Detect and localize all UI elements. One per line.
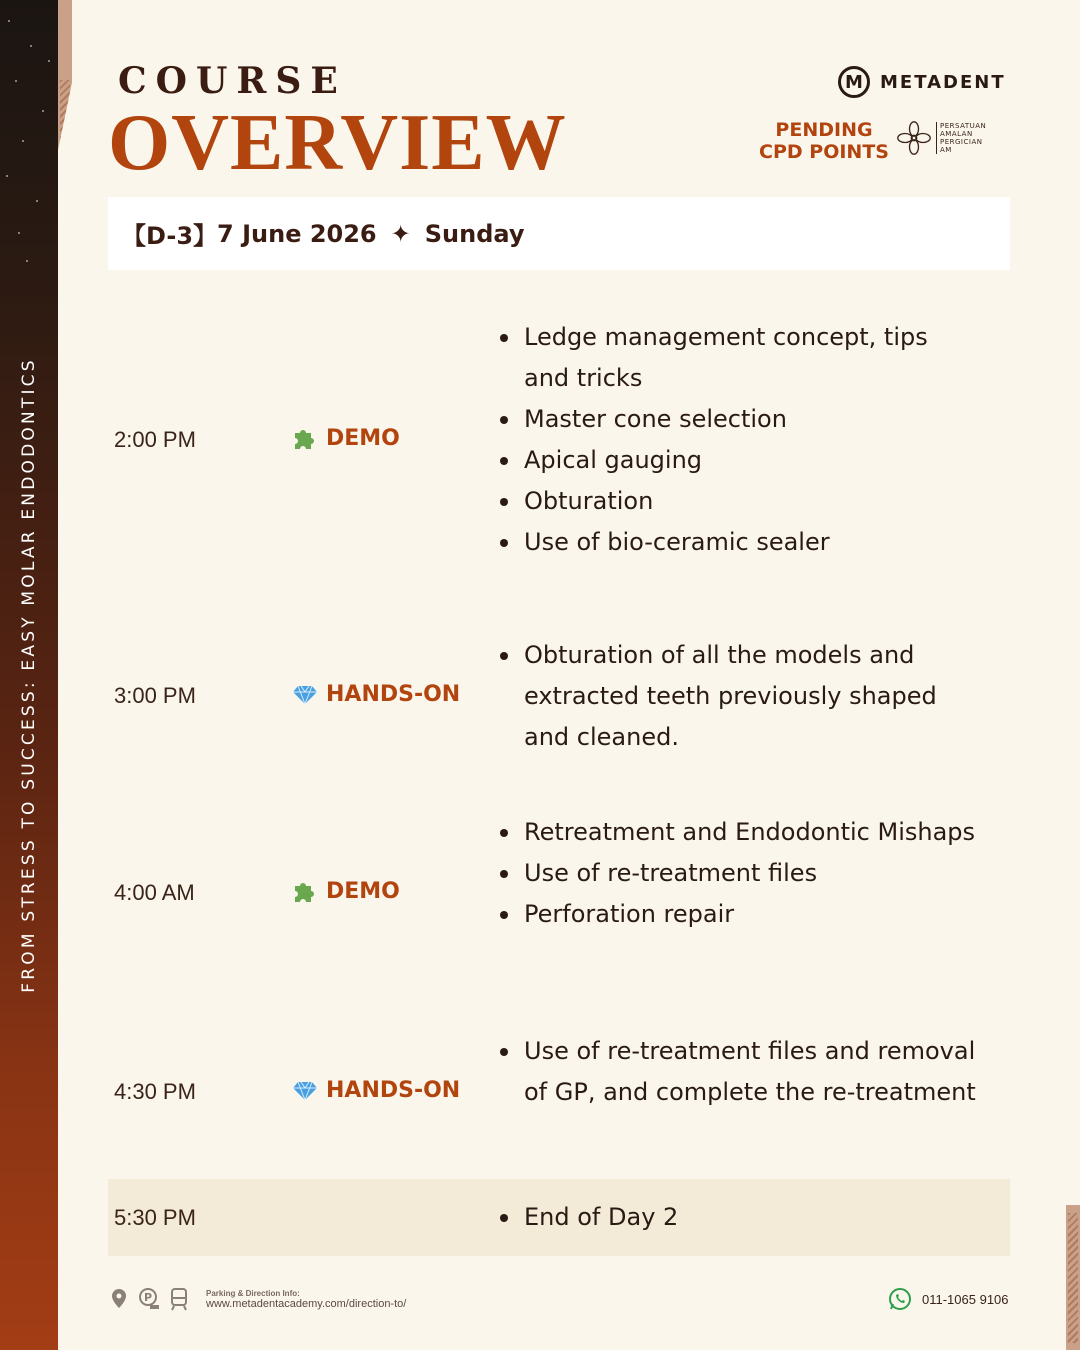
- row-time: 2:00 PM: [114, 427, 196, 452]
- schedule-row: [108, 812, 1010, 982]
- session-type: HANDS-ON: [326, 1077, 461, 1103]
- schedule-row: [108, 1031, 1010, 1161]
- list-item: Use of re-treatment files: [500, 853, 980, 894]
- row-time: 4:30 PM: [114, 1079, 196, 1104]
- row-time: 4:00 AM: [114, 880, 195, 905]
- association-emblem-icon: [896, 120, 932, 156]
- overview-heading: OVERVIEW: [108, 99, 567, 187]
- row-time: 3:00 PM: [114, 683, 196, 708]
- list-item: Use of re-treatment files and removal of GP, and complete the re-treatment: [500, 1031, 980, 1113]
- decor-stripe-top: [58, 0, 72, 150]
- list-item: Obturation: [500, 481, 980, 522]
- diamond-icon: [292, 1077, 318, 1103]
- session-tag: [292, 878, 400, 904]
- brand-logo: [838, 66, 1006, 98]
- association-logo: [896, 120, 986, 156]
- session-tag: [292, 425, 400, 451]
- directions-link[interactable]: www.metadentacademy.com/direction-to/: [206, 1297, 407, 1310]
- weekday-text: Sunday: [424, 219, 525, 248]
- schedule-row: [108, 317, 1010, 567]
- diamond-icon: [292, 681, 318, 707]
- list-item: Master cone selection: [500, 399, 980, 440]
- session-tag: [292, 1077, 460, 1103]
- cpd-line-1: PENDING: [775, 119, 873, 141]
- footer-contact: [888, 1287, 1009, 1311]
- side-banner: [0, 0, 58, 1350]
- list-item: Ledge management concept, tips and tricks: [500, 317, 980, 399]
- session-type: HANDS-ON: [326, 681, 461, 707]
- list-item: End of Day 2: [500, 1197, 980, 1238]
- date-text: 7 June 2026: [217, 219, 377, 248]
- row-time: 5:30 PM: [114, 1205, 196, 1230]
- schedule-row-end: [108, 1179, 1010, 1256]
- decor-stripe-bottom: [1066, 1205, 1080, 1350]
- session-type: DEMO: [326, 878, 400, 904]
- topic-list: [500, 1031, 980, 1113]
- topic-list: [500, 317, 980, 563]
- list-item: Apical gauging: [500, 440, 980, 481]
- topic-list: [500, 635, 980, 758]
- metadent-logo-icon: M: [838, 66, 870, 98]
- whatsapp-icon: [888, 1287, 912, 1311]
- parking-icon: [138, 1287, 160, 1311]
- train-icon: [168, 1287, 190, 1311]
- topic-list: [500, 812, 980, 935]
- day-code: 【D-3】: [122, 222, 218, 250]
- schedule-row: [108, 635, 1010, 765]
- list-item: Retreatment and Endodontic Mishaps: [500, 812, 980, 853]
- list-item: Perforation repair: [500, 894, 980, 935]
- directions-info: [206, 1289, 406, 1310]
- parking-label: Parking & Direction Info:: [206, 1288, 300, 1298]
- session-type: DEMO: [326, 425, 400, 451]
- sparkle-icon: ✦: [390, 219, 411, 248]
- phone-number[interactable]: 011-1065 9106: [922, 1291, 1009, 1307]
- puzzle-icon: [292, 878, 318, 904]
- brand-name: METADENT: [880, 71, 1006, 93]
- svg-text:P: P: [143, 1291, 153, 1304]
- list-item: Obturation of all the models and extracted teeth previously shaped and cleaned.: [500, 635, 980, 758]
- session-tag: [292, 681, 460, 707]
- footer-directions: [108, 1287, 406, 1311]
- course-heading: COURSE: [118, 60, 347, 102]
- puzzle-icon: [292, 425, 318, 451]
- topic-list: [500, 1197, 980, 1238]
- list-item: Use of bio-ceramic sealer: [500, 522, 980, 563]
- cpd-line-2: CPD POINTS: [759, 141, 889, 163]
- location-pin-icon: [108, 1287, 130, 1311]
- side-banner-text: FROM STRESS TO SUCCESS: EASY MOLAR ENDODONTICS: [19, 357, 39, 993]
- association-name: PERSATUAN AMALAN PERGICIAN AM: [936, 122, 986, 154]
- cpd-notice: [754, 119, 894, 163]
- date-bar: [108, 197, 1010, 270]
